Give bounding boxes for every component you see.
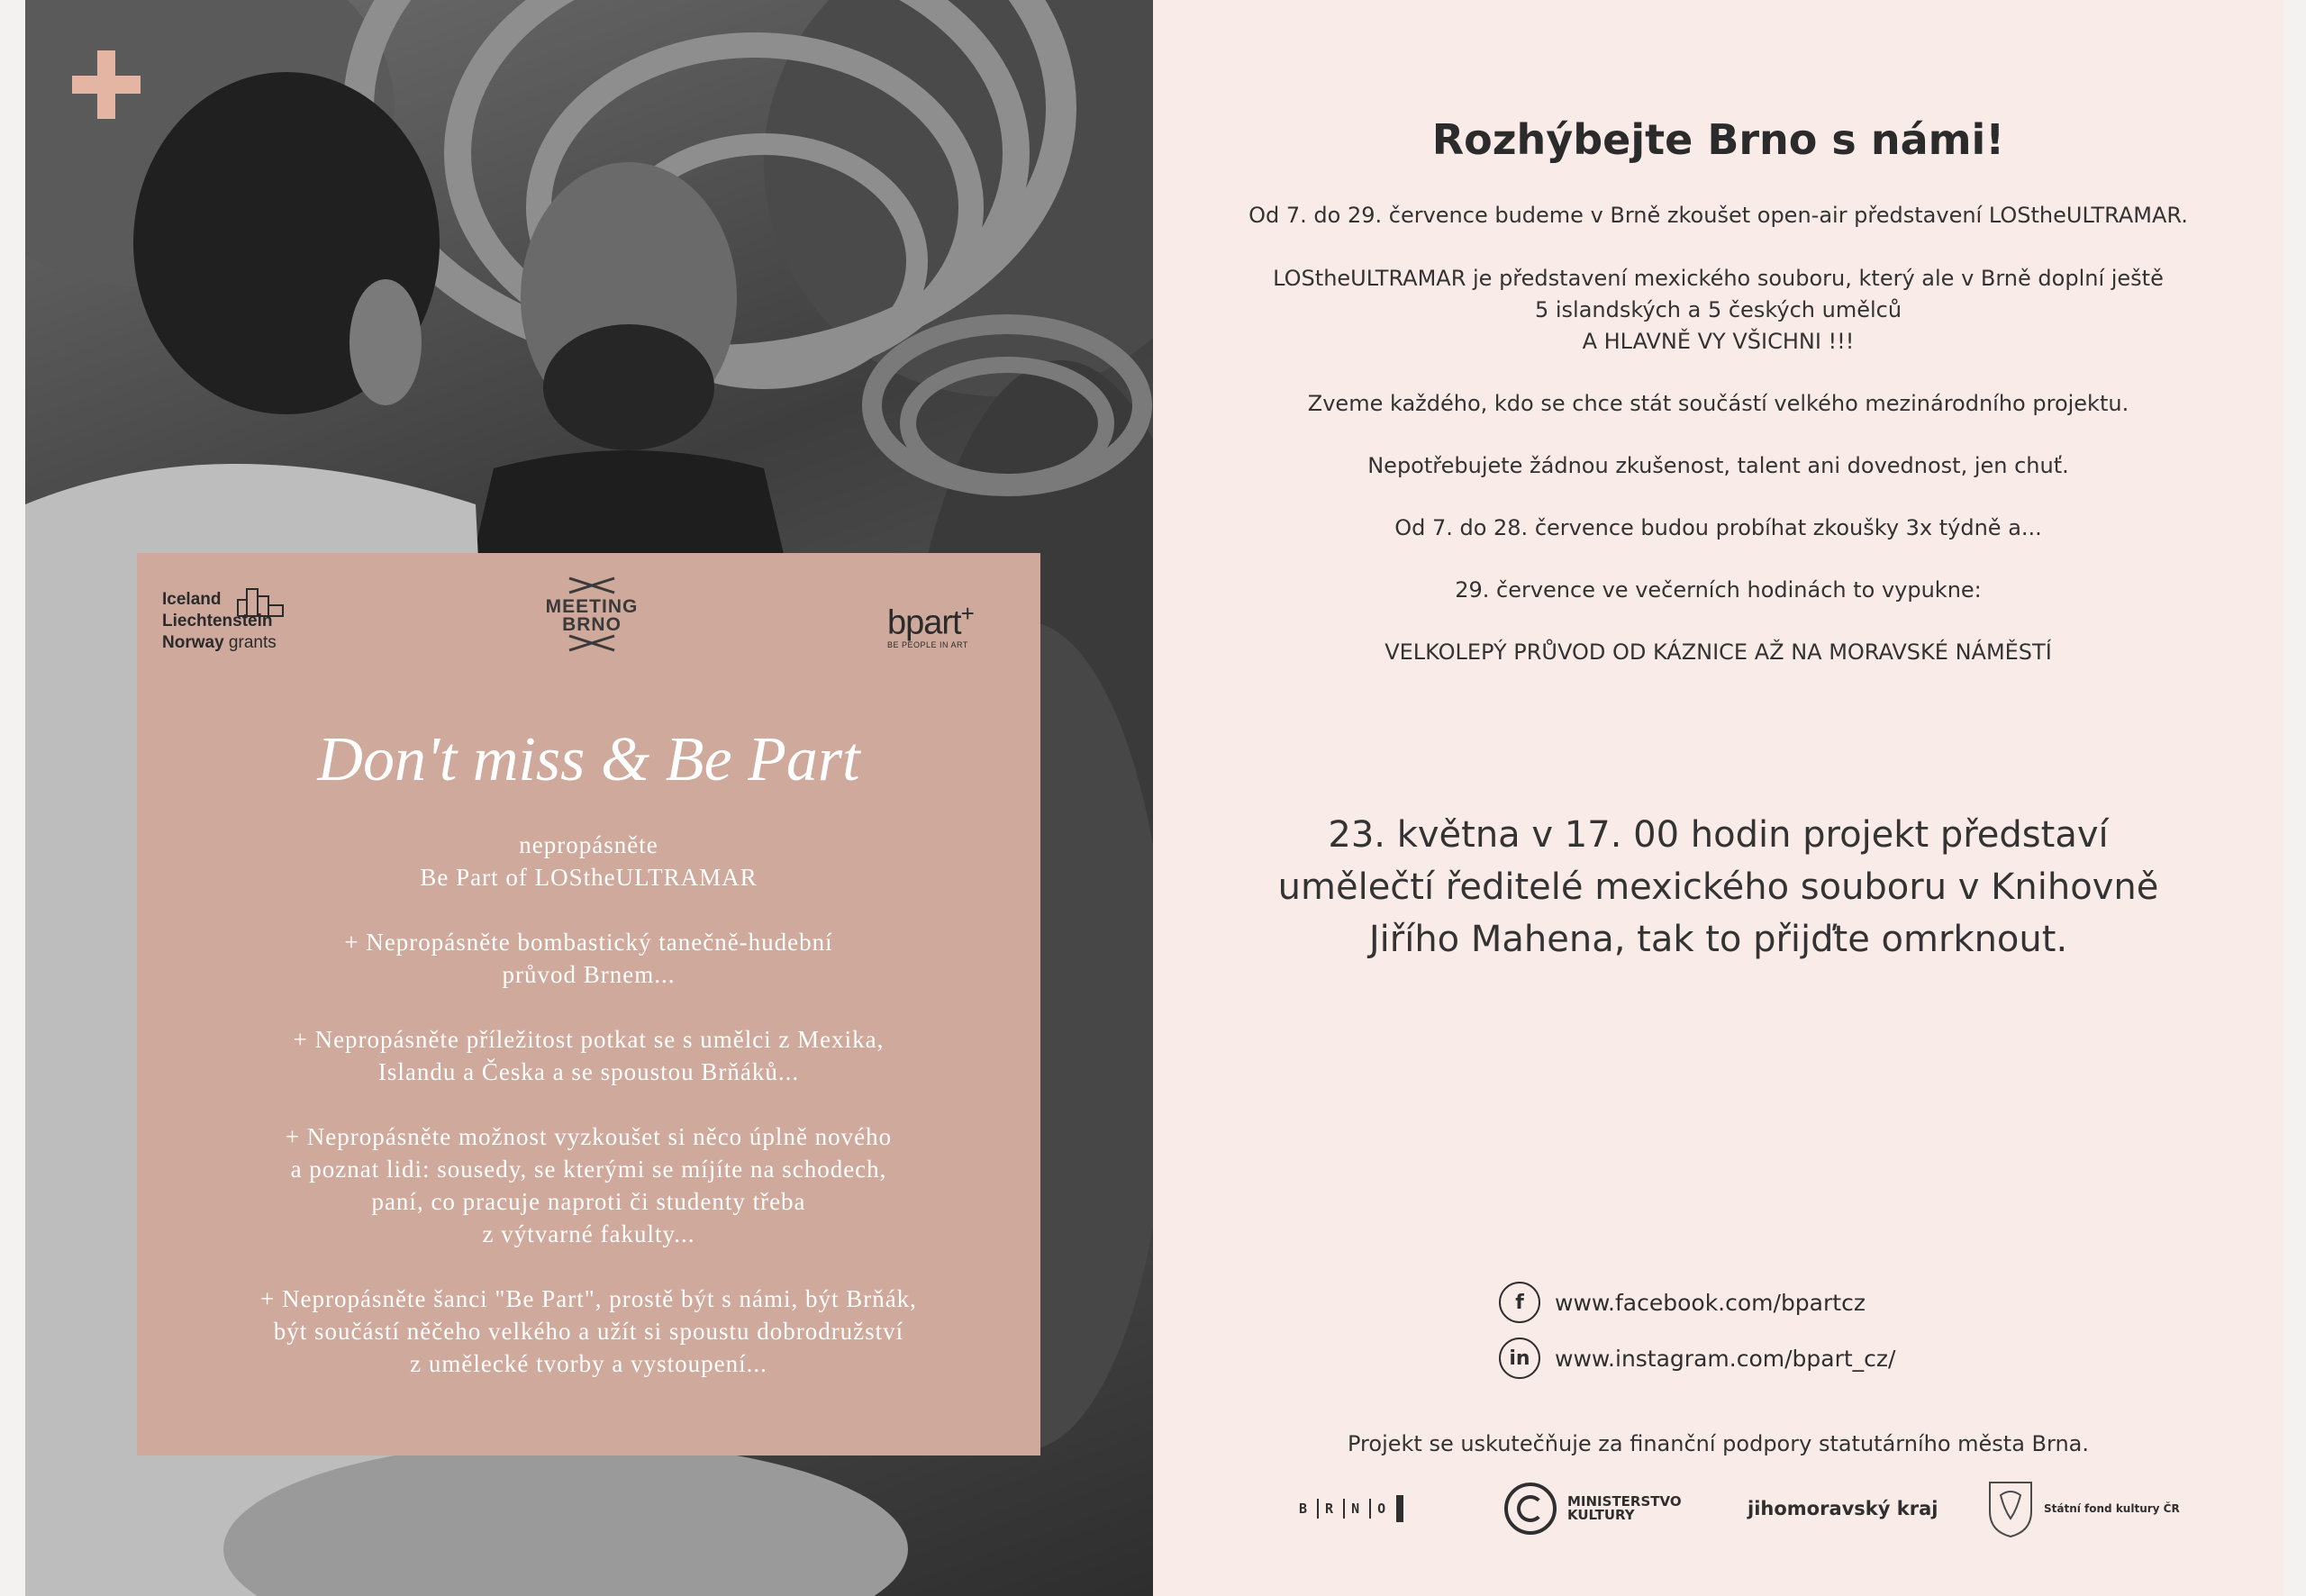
iceland-liechtenstein-norway-grants-logo: Iceland Liechtenstein Norway grants <box>162 589 297 654</box>
requirements-paragraph: Nepotřebujete žádnou zkušenost, talent ani dovednost, jen chuť. <box>1367 453 2069 478</box>
card-paragraph: nepropásněte Be Part of LOStheULTRAMAR <box>420 831 758 891</box>
grants-bars-icon <box>236 584 286 620</box>
card-body <box>173 829 1004 1412</box>
support-note: Projekt se uskutečňuje za finanční podpory statutárního města Brna. <box>1348 1431 2089 1456</box>
ministry-of-culture-logo: MINISTERSTVO KULTURY <box>1504 1477 1682 1540</box>
parade-paragraph: VELKOLEPÝ PRŮVOD OD KÁZNICE AŽ NA MORAVSKÉ NÁMĚSTÍ <box>1385 639 2052 665</box>
intro-paragraph: Od 7. do 29. července budeme v Brně zkoušet open-air představení LOStheULTRAMAR. <box>1248 203 2188 228</box>
facebook-link[interactable]: f www.facebook.com/bpartcz <box>1499 1280 1866 1325</box>
instagram-link[interactable]: in www.instagram.com/bpart_cz/ <box>1499 1336 1895 1381</box>
brno-logo: B R N O <box>1299 1477 1403 1540</box>
coat-of-arms-icon <box>1986 1479 2035 1538</box>
plus-superscript-icon: + <box>960 600 974 627</box>
description-paragraph: LOStheULTRAMAR je představení mexického souboru, který ale v Brně doplní ještě 5 islandských a 5 českých umělců A HLAVNĚ VY VŠICHNI !!! <box>1273 266 2164 354</box>
card-paragraph: + Nepropásněte možnost vyzkoušet si něco úplně nového a poznat lidi: sousedy, se kterými se míjíte na schodech, paní, co pracuje naproti či studenty třeba z výtvarné fakulty... <box>285 1123 893 1247</box>
bpart-logo: bpart+ BE PEOPLE IN ART <box>887 600 974 649</box>
announcement-text: 23. května v 17. 00 hodin projekt představí umělečtí ředitelé mexického souboru v Knihovně Jiřího Mahena, tak to přijďte omrknout. <box>1277 814 2159 960</box>
event-date-paragraph: 29. července ve večerních hodinách to vypukne: <box>1455 577 1982 603</box>
crossed-lines-icon <box>524 576 659 594</box>
crossed-lines-icon <box>524 634 659 652</box>
partner-logos <box>137 553 1040 688</box>
state-culture-fund-logo: Státní fond kultury ČR <box>1986 1477 2180 1540</box>
ministry-emblem-icon <box>1504 1483 1557 1535</box>
rehearsals-paragraph: Od 7. do 28. července budou probíhat zkoušky 3x týdně a... <box>1394 515 2042 540</box>
page-heading: Rozhýbejte Brno s námi! <box>1431 115 2005 164</box>
meeting-brno-logo: MEETING BRNO <box>524 576 659 656</box>
invitation-paragraph: Zveme každého, kdo se chce stát součástí velkého mezinárodního projektu. <box>1307 391 2129 416</box>
facebook-icon: f <box>1499 1282 1540 1323</box>
plus-mark-icon <box>72 50 141 119</box>
card-paragraph: + Nepropásněte bombastický tanečně-hudební průvod Brnem... <box>344 929 833 988</box>
card-title: Don't miss & Be Part <box>317 725 860 794</box>
linkedin-icon: in <box>1499 1338 1540 1379</box>
card-paragraph: + Nepropásněte příležitost potkat se s umělci z Mexika, Islandu a Česka a se spoustou Brňáků... <box>293 1026 885 1085</box>
south-moravian-region-logo: jihomoravský kraj <box>1748 1498 1938 1519</box>
text-panel <box>1153 0 2283 1596</box>
info-card <box>137 553 1040 1455</box>
card-paragraph: + Nepropásněte šanci "Be Part", prostě být s námi, být Brňák, být součástí něčeho velkého a užít si spoustu dobrodružství z umělecké tvorby a vystoupení... <box>260 1285 917 1377</box>
